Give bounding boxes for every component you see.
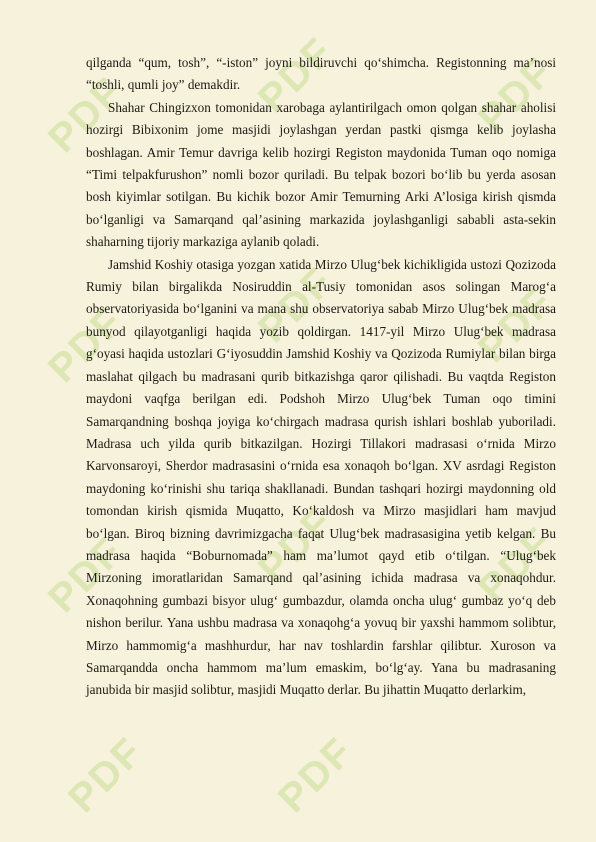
paragraph: Jamshid Koshiy otasiga yozgan xatida Mirzo Ulug‘bek kichikligida ustozi Qozizoda Rumiy bilan birgalikda Nosiruddin al-Tusiy tomonidan asos solingan Marog‘a observatoriyasida bo‘lganini va mana shu observatoriya sabab Mirzo Ulug‘bek madrasa bunyod qilayotganligi haqida yozib qoldirgan. 1417-yil Mirzo Ulug‘bek madrasa g‘oyasi haqida ustozlari G‘iyosuddin Jamshid Koshiy va Qozizoda Rumiylar bilan birga maslahat qilgach bu madrasani qurib bitkazishga qaror qilishadi. Bu vaqtda Registon maydoni vaqfga berilgan edi. Podshoh Mirzo Ulug‘bek Tuman oqo timini Samarqandning boshqa joyiga ko‘chirgach madrasa qurish ishlari boshlab yuboriladi. Madrasa uch yilda qurib bitkazilgan. Hozirgi Tillakori madrasasi o‘rnida Mirzo Karvonsaroyi, Sherdor madrasasini o‘rnida esa xonaqoh bo‘lgan. XV asrdagi Registon maydoning ko‘rinishi shu tariqa shakllanadi. Bundan tashqari hozirgi maydonning old tomondan kirish qismida Muqatto, Ko‘kaldosh va Mirzo masjidlari ham mavjud bo‘lgan. Biroq bizning davrimizgacha faqat Ulug‘bek madrasasigina yetib kelgan. Bu madrasa haqida “Boburnomada” ham ma’lumot qayd etib o‘tilgan. “Ulug‘bek Mirzoning imoratlaridan Samarqand qal’asining ichida madrasa va xonaqohdur. Xonaqohning gumbazi bisyor ulug‘ gumbazdur, olamda oncha ulug‘ gumbaz yo‘q deb nishon berilur. Yana ushbu madrasa va xonaqohg‘a yovuq bir yaxshi hammom solibtur, Mirzo hammomig‘a mashhurdur, har nav toshlardin farshlar qilibtur. Xuroson va Samarqandda oncha hammom ma’lum emaskim, bo‘lg‘ay. Yana bu madrasaning janubida bir masjid solibtur, masjidi Muqatto derlar. Bu jihattin Muqatto derlarkim, (86, 256, 556, 698)
watermark: PDF (470, 519, 562, 612)
watermark: PDF (60, 729, 152, 822)
watermark: PDF (40, 69, 132, 162)
watermark: PDF (270, 729, 362, 822)
watermark: PDF (470, 279, 562, 372)
watermark: PDF (250, 29, 342, 122)
paragraph: Shahar Chingizxon tomonidan xarobaga aylantirilgach omon qolgan shahar aholisi hozirgi Bibixonim jome masjidi joylashgan yerdan pastki qismga kelib joylasha boshlagan. Amir Temur davriga kelib hozirgi Registon maydonida Tuman oqo nomiga “Timi telpakfurushon” nomli bozor quriladi. Bu telpak bozori bo‘lib bu yerda asosan bosh kiyimlar sotilgan. Bu kichik bozor Amir Temurning Arki A’losiga kirish qismda bo‘lganligi va Samarqand qal’asining markazida joylashganligi sababli asta-sekin shaharning tijoriy markaziga aylanib qoladi. (86, 99, 556, 250)
watermark: PDF (250, 499, 342, 592)
paragraph: qilganda “qum, tosh”, “-iston” joyni bildiruvchi qo‘shimcha. Registonning ma’nosi “toshli, qumli joy” demakdir. (86, 55, 556, 93)
watermark: PDF (40, 299, 132, 392)
watermark: PDF (40, 529, 132, 622)
watermark: PDF (250, 259, 342, 352)
body-text (86, 52, 556, 702)
watermark: PDF (470, 49, 562, 142)
